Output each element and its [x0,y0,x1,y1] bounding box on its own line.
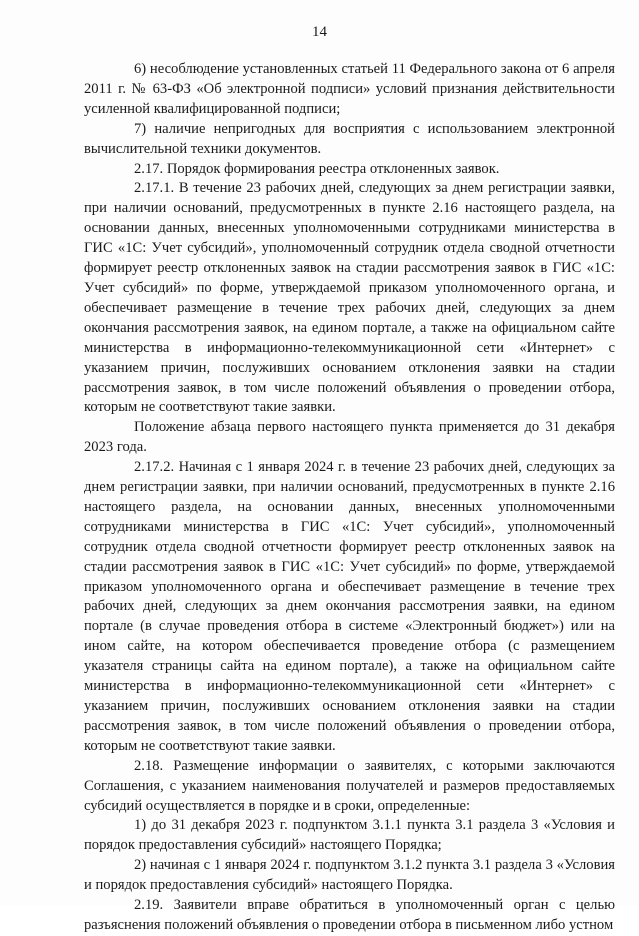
paragraph-2-17-2: 2.17.2. Начиная с 1 января 2024 г. в течение 23 рабочих дней, следующих за днем регистрации заявки, при наличии оснований, предусмотренных в пункте 2.16 настоящего раздела, на основании данных, внесенных уполномоченными сотрудниками министерства в ГИС «1С: Учет субсидий», уполномоченный сотрудник отдела сводной отчетности формирует реестр отклоненных заявок на стадии рассмотрения заявок в ГИС «1С: Учет субсидий» по форме, утверждаемой приказом уполномоченного органа и обеспечивает размещение в течение трех рабочих дней, следующих за днем окончания рассмотрения заявки, на едином портале (в случае проведения отбора в системе «Электронный бюджет») или на ином сайте, на котором обеспечивается проведение отбора (с размещением указателя страницы сайта на едином портале), а также на официальном сайте министерства в информационно-телекоммуникационной сети «Интернет» с указанием причин, послуживших основанием отклонения заявки на стадии рассмотрения заявок, в том числе положений объявления о проведении отбора, которым не соответствуют такие заявки. [84,459,615,754]
paragraph-validity-note: Положение абзаца первого настоящего пункта применяется до 31 декабря 2023 года. [84,419,615,456]
paragraph-2-18-item-2: 2) начиная с 1 января 2024 г. подпунктом 3.1.2 пункта 3.1 раздела 3 «Условия и порядок предоставления субсидий» настоящего Порядка. [84,857,615,894]
document-body [84,60,615,936]
paragraph-2-18-item-1: 1) до 31 декабря 2023 г. подпунктом 3.1.1 пункта 3.1 раздела 3 «Условия и порядок предоставления субсидий» настоящего Порядка; [84,817,615,854]
page-number: 14 [312,24,327,40]
paragraph-2-19: 2.19. Заявители вправе обратиться в уполномоченный орган с целью разъяснения положений объявления о проведении отбора в письменном либо устном [84,897,615,933]
paragraph-2-18: 2.18. Размещение информации о заявителях, с которыми заключаются Соглашения, с указанием наименования получателей и размеров предоставляемых субсидий осуществляется в порядке и в сроки, определенные: [84,757,615,814]
paragraph-item-7: 7) наличие непригодных для восприятия с использованием электронной вычислительной техники документов. [84,120,615,157]
paragraph-item-6: 6) несоблюдение установленных статьей 11 Федерального закона от 6 апреля 2011 г. № 63-ФЗ «Об электронной подписи» условий признания действительности усиленной квалифицированной подписи; [84,61,615,117]
paragraph-2-17-1: 2.17.1. В течение 23 рабочих дней, следующих за днем регистрации заявки, при наличии оснований, предусмотренных в пункте 2.16 настоящего раздела, на основании данных, внесенных уполномоченными сотрудниками министерства в ГИС «1С: Учет субсидий», уполномоченный сотрудник отдела сводной отчетности формирует реестр отклоненных заявок на стадии рассмотрения заявок в ГИС «1С: Учет субсидий» по форме, утверждаемой приказом уполномоченного органа, и обеспечивает размещение в течение трех рабочих дней, следующих за днем окончания рассмотрения заявок, на едином портале, а также на официальном сайте министерства в информационно-телекоммуникационной сети «Интернет» с указанием причин, послуживших основанием отклонения заявки на стадии рассмотрения заявок, в том числе положений объявления о проведении отбора, которым не соответствуют такие заявки. [84,180,615,416]
paragraph-2-17-heading: 2.17. Порядок формирования реестра отклоненных заявок. [134,160,500,177]
